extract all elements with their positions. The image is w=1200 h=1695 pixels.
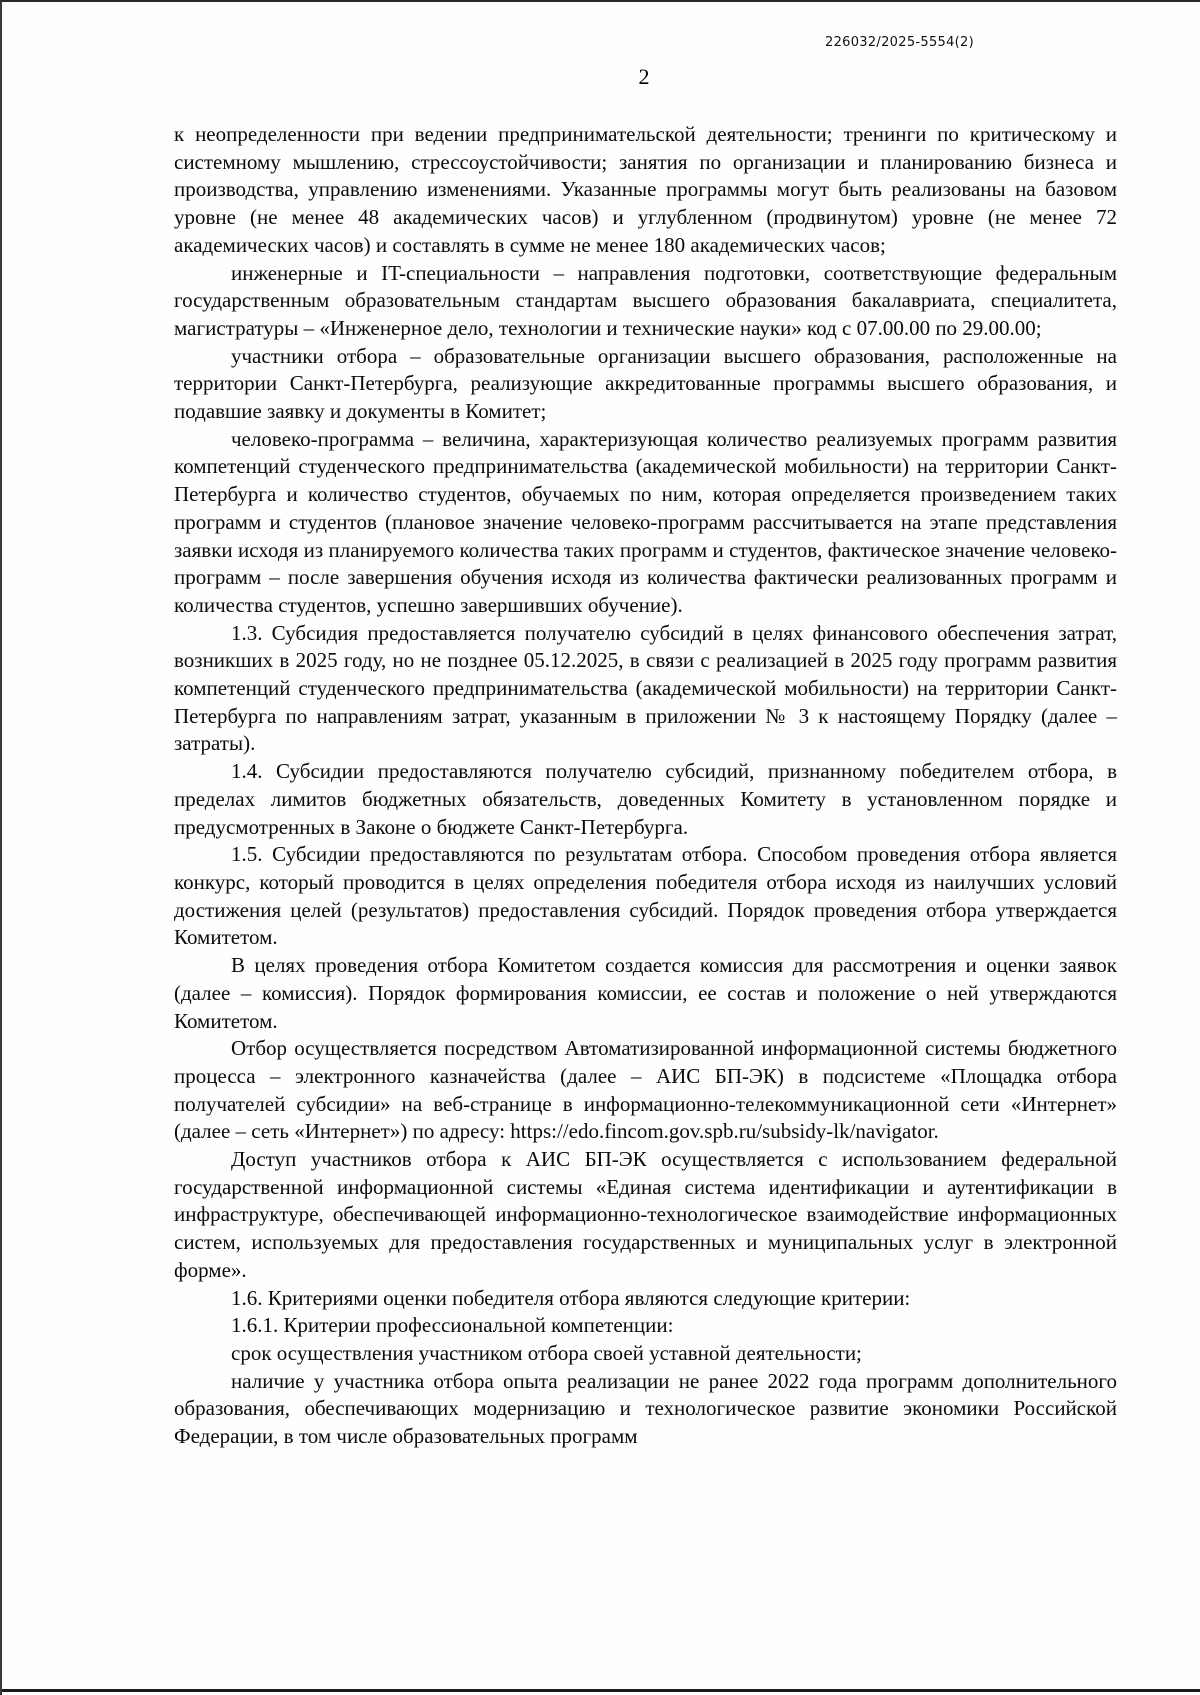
paragraph-selection-system: Отбор осуществляется посредством Автоматизированной информационной системы бюджетного процесса – электронного казначейства (далее – АИС БП-ЭК) в подсистеме «Площадка отбора получателей субсидии» на веб-странице в информационно-телекоммуникационной сети «Интернет» (далее – сеть «Интернет») по адресу: https://edo.fincom.gov.spb.ru/subsidy-lk/navigator. [174,1036,1117,1144]
page-bottom-edge [2,1689,1200,1692]
paragraph-access: Доступ участников отбора к АИС БП-ЭК осуществляется с использованием федеральной государственной информационной системы «Единая система идентификации и аутентификации в инфраструктуре, обеспечивающей информационно-технологическое взаимодействие информационных систем, используемых для предоставления государственных и муниципальных услуг в электронной форме». [174,1147,1117,1282]
paragraph-1-4: 1.4. Субсидии предоставляются получателю субсидий, признанному победителем отбора, в пределах лимитов бюджетных обязательств, доведенных Комитету в установленном порядке и предусмотренных в Законе о бюджете Санкт-Петербурга. [174,759,1117,839]
paragraph-1-5: 1.5. Субсидии предоставляются по результатам отбора. Способом проведения отбора является конкурс, который проводится в целях определения победителя отбора исходя из наилучших условий достижения целей (результатов) предоставления субсидий. Порядок проведения отбора утверждается Комитетом. [174,842,1117,950]
document-body [174,121,1117,1451]
document-id: 226032/2025-5554(2) [825,35,974,50]
paragraph-criterion-term: срок осуществления участником отбора своей уставной деятельности; [231,1340,862,1365]
paragraph-1-6: 1.6. Критериями оценки победителя отбора являются следующие критерии: [231,1285,911,1310]
paragraph-criterion-experience: наличие у участника отбора опыта реализации не ранее 2022 года программ дополнительного образования, обеспечивающих модернизацию и технологическое развитие экономики Российской Федерации, в том числе образовательных программ [174,1368,1117,1449]
paragraph-definition-person-program: человеко-программа – величина, характеризующая количество реализуемых программ развития компетенций студенческого предпринимательства (академической мобильности) на территории Санкт-Петербурга и количество студентов, обучаемых по ним, которая определяется произведением таких программ и студентов (плановое значение человеко-программ рассчитывается на этапе представления заявки исходя из планируемого количества таких программ и студентов, фактическое значение человеко-программ – после завершения обучения исходя из количества фактически реализованных программ и количества студентов, успешно завершивших обучение). [174,426,1117,617]
paragraph-definition-participants: участники отбора – образовательные организации высшего образования, расположенные на территории Санкт-Петербурга, реализующие аккредитованные программы высшего образования, и подавшие заявку и документы в Комитет; [174,343,1117,424]
paragraph-definition-engineering: инженерные и IT-специальности – направления подготовки, соответствующие федеральным государственным образовательным стандартам высшего образования бакалавриата, специалитета, магистратуры – «Инженерное дело, технологии и технические науки» код с 07.00.00 по 29.00.00; [174,260,1117,340]
paragraph-continued: к неопределенности при ведении предпринимательской деятельности; тренинги по критическому и системному мышлению, стрессоустойчивости; занятия по организации и планированию бизнеса и производства, управлению изменениями. Указанные программы могут быть реализованы на базовом уровне (не менее 48 академических часов) и углубленном (продвинутом) уровне (не менее 72 академических часов) и составлять в сумме не менее 180 академических часов; [174,122,1117,257]
paragraph-commission: В целях проведения отбора Комитетом создается комиссия для рассмотрения и оценки заявок (далее – комиссия). Порядок формирования комиссии, ее состав и положение о ней утверждаются Комитетом. [174,953,1117,1033]
paragraph-1-6-1: 1.6.1. Критерии профессиональной компетенции: [231,1313,674,1338]
paragraph-1-3: 1.3. Субсидия предоставляется получателю субсидий в целях финансового обеспечения затрат, возникших в 2025 году, но не позднее 05.12.2025, в связи с реализацией в 2025 году программ развития компетенций студенческого предпринимательства (академической мобильности) на территории Санкт-Петербурга по направлениям затрат, указанным в приложении № 3 к настоящему Порядку (далее – затраты). [174,620,1117,756]
page-number: 2 [638,64,650,89]
